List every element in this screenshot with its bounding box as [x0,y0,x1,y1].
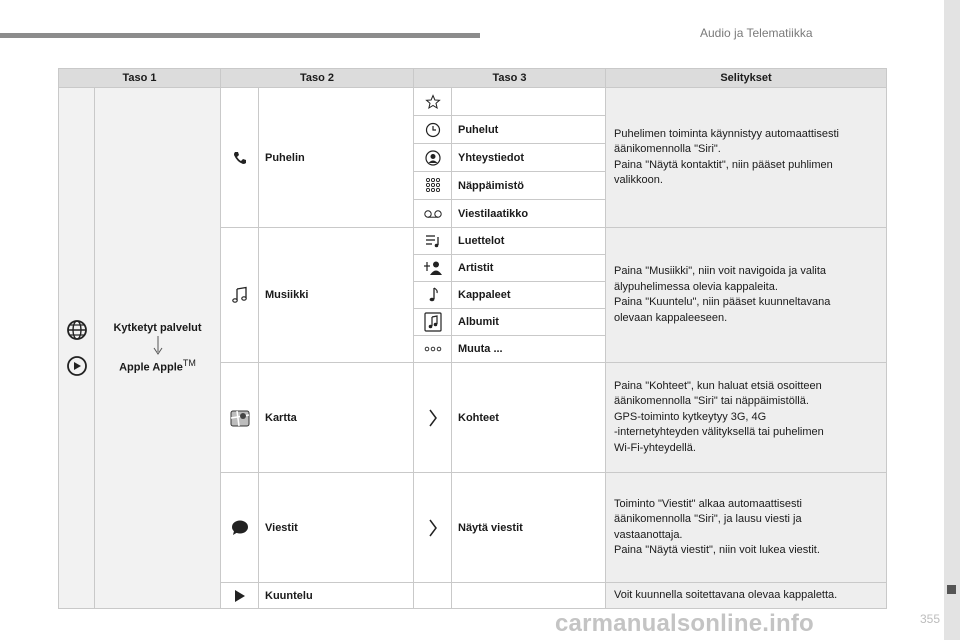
music-note-icon [231,286,249,304]
music-item-artists: Artistit [452,255,606,282]
menu-table [58,68,887,609]
carplay-icon [66,355,88,377]
empty-cell [414,583,452,609]
songs-icon-cell [414,282,452,309]
table-header-row [59,69,887,88]
more-icon [424,346,442,352]
page-marker [947,585,956,594]
connected-services-label: Kytketyt palvelut [113,322,202,335]
desc-line: Paina "Näytä kontaktit", niin pääset puhlimen [614,158,833,171]
more-icon-cell [414,336,452,363]
taso1-icons-cell [59,88,95,609]
phone-icon [232,150,248,166]
listen-icon-cell [221,583,259,609]
music-item-albums: Albumit [452,309,606,336]
playlists-icon-cell [414,228,452,255]
col-header-taso1: Taso 1 [59,69,221,88]
contact-icon [425,150,441,166]
table-row [59,88,887,116]
desc-line: valikkoon. [614,174,663,186]
arrow-down-icon [153,336,163,356]
map-label: Kartta [259,363,414,473]
trademark-label: TM [182,358,196,369]
contacts-icon-cell [414,144,452,172]
col-header-taso3: Taso 3 [414,69,606,88]
col-header-taso2: Taso 2 [221,69,414,88]
desc-line: Puhelimen toiminta käynnistyy automaattisesti [614,127,839,140]
messages-icon-cell [221,473,259,583]
phone-item-calls: Puhelut [452,116,606,144]
keypad-icon-cell [414,172,452,200]
messages-item-show: Näytä viestit [452,473,606,583]
playlist-icon [425,234,441,248]
section-title: Audio ja Telematiikka [700,26,813,40]
desc-line: Wi-Fi-yhteydellä. [614,441,696,454]
desc-line: GPS-toiminto kytkeytyy 3G, 4G [614,410,767,423]
messages-description [606,473,887,583]
empty-cell [452,583,606,609]
desc-line: äänikomennolla "Siri" tai näppäimistöllä. [614,395,809,408]
header-bar [0,33,480,38]
listen-description: Voit kuunnella soitettavana olevaa kappaletta. [606,583,887,609]
music-item-songs: Kappaleet [452,282,606,309]
single-note-icon [427,287,439,303]
calls-icon-cell [414,116,452,144]
keypad-icon [425,177,441,195]
albums-icon-cell [414,309,452,336]
voicemail-icon-cell [414,200,452,228]
desc-line: Paina "Kohteet", kun haluat etsiä osoitteen [614,379,822,392]
show-messages-chevron-cell [414,473,452,583]
music-description [606,228,887,363]
album-icon [424,312,442,332]
music-item-playlists: Luettelot [452,228,606,255]
voicemail-icon [424,209,442,219]
star-icon [425,94,441,110]
globe-icon [66,319,88,341]
favorites-icon-cell [414,88,452,116]
phone-label: Puhelin [259,88,414,228]
desc-line: älypuhelimessa olevia kappaleita. [614,280,778,293]
artist-icon [423,260,443,276]
desc-line: Paina "Näytä viestit", niin voit lukea viestit. [614,544,820,556]
desc-line: Paina "Musiikki", niin voit navigoida ja valita [614,265,827,277]
desc-line: vastaanottaja. [614,528,683,541]
col-header-selitykset: Selitykset [606,69,887,88]
desc-line: Toiminto "Viestit" alkaa automaattisesti [614,497,802,510]
phone-item-favorites [452,88,606,116]
desc-line: olevaan kappaleeseen. [614,311,728,324]
watermark: carmanualsonline.info [555,610,814,637]
phone-item-keypad: Näppäimistö [452,172,606,200]
phone-description [606,88,887,228]
speech-bubble-icon [231,520,249,536]
desc-line: -internetyhteyden välityksellä tai puhelimen [614,426,824,439]
taso1-label-cell [95,88,221,609]
play-icon [234,589,246,603]
map-item-destinations: Kohteet [452,363,606,473]
apple-label: Apple Apple [119,361,183,374]
right-margin-bar [944,0,960,640]
artists-icon-cell [414,255,452,282]
map-description [606,363,887,473]
map-icon-cell [221,363,259,473]
messages-label: Viestit [259,473,414,583]
desc-line: Paina "Kuuntelu", niin pääset kuunneltavana [614,296,831,308]
music-label: Musiikki [259,228,414,363]
phone-item-contacts: Yhteystiedot [452,144,606,172]
chevron-right-icon [428,408,438,428]
desc-line: äänikomennolla "Siri", ja lausu viesti ja [614,513,802,525]
music-item-more: Muuta ... [452,336,606,363]
page-number: 355 [919,612,940,626]
listen-label: Kuuntelu [259,583,414,609]
desc-line: äänikomennolla "Siri". [614,143,721,155]
phone-item-voicemail: Viestilaatikko [452,200,606,228]
music-icon-cell [221,228,259,363]
map-icon [230,408,250,428]
phone-icon-cell [221,88,259,228]
chevron-right-icon [428,518,438,538]
clock-icon [425,122,441,138]
destinations-chevron-cell [414,363,452,473]
